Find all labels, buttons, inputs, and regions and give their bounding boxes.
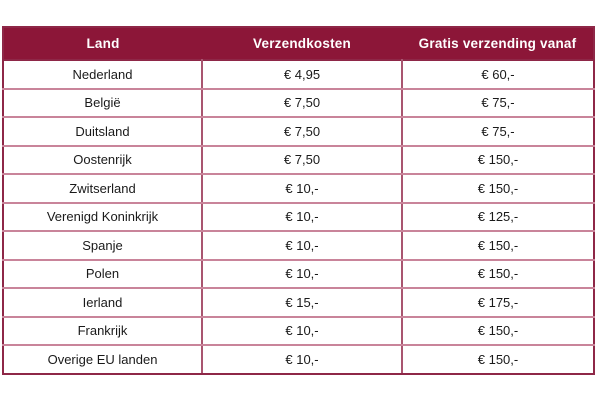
cell-gratis-vanaf: € 150,-	[402, 146, 594, 175]
cell-verzendkosten: € 10,-	[202, 174, 402, 203]
cell-gratis-vanaf: € 150,-	[402, 260, 594, 289]
table-row	[3, 117, 594, 146]
table-row	[3, 146, 594, 175]
cell-land: Ierland	[3, 288, 202, 317]
table-header	[3, 27, 594, 60]
column-header-land: Land	[3, 27, 202, 60]
cell-land: Oostenrijk	[3, 146, 202, 175]
column-header-verzendkosten: Verzendkosten	[202, 27, 402, 60]
cell-gratis-vanaf: € 125,-	[402, 203, 594, 232]
shipping-costs-table	[2, 26, 595, 375]
cell-gratis-vanaf: € 75,-	[402, 117, 594, 146]
cell-verzendkosten: € 7,50	[202, 89, 402, 118]
cell-gratis-vanaf: € 150,-	[402, 174, 594, 203]
table-row	[3, 288, 594, 317]
cell-verzendkosten: € 4,95	[202, 60, 402, 89]
cell-gratis-vanaf: € 150,-	[402, 345, 594, 374]
cell-gratis-vanaf: € 60,-	[402, 60, 594, 89]
cell-land: Zwitserland	[3, 174, 202, 203]
header-row	[3, 27, 594, 60]
cell-verzendkosten: € 7,50	[202, 117, 402, 146]
table-row	[3, 203, 594, 232]
cell-gratis-vanaf: € 150,-	[402, 317, 594, 346]
table-row	[3, 260, 594, 289]
cell-land: Spanje	[3, 231, 202, 260]
cell-verzendkosten: € 15,-	[202, 288, 402, 317]
cell-gratis-vanaf: € 75,-	[402, 89, 594, 118]
table-row	[3, 60, 594, 89]
column-header-gratis-verzending-vanaf: Gratis verzending vanaf	[402, 27, 594, 60]
table-row	[3, 345, 594, 374]
cell-gratis-vanaf: € 150,-	[402, 231, 594, 260]
cell-verzendkosten: € 10,-	[202, 317, 402, 346]
cell-gratis-vanaf: € 175,-	[402, 288, 594, 317]
table-row	[3, 174, 594, 203]
table-body	[3, 60, 594, 374]
cell-land: Nederland	[3, 60, 202, 89]
cell-land: België	[3, 89, 202, 118]
table-row	[3, 317, 594, 346]
cell-verzendkosten: € 10,-	[202, 260, 402, 289]
cell-land: Polen	[3, 260, 202, 289]
cell-land: Verenigd Koninkrijk	[3, 203, 202, 232]
cell-verzendkosten: € 10,-	[202, 231, 402, 260]
cell-land: Frankrijk	[3, 317, 202, 346]
cell-land: Overige EU landen	[3, 345, 202, 374]
cell-verzendkosten: € 10,-	[202, 203, 402, 232]
table-row	[3, 231, 594, 260]
table-row	[3, 89, 594, 118]
cell-land: Duitsland	[3, 117, 202, 146]
cell-verzendkosten: € 7,50	[202, 146, 402, 175]
cell-verzendkosten: € 10,-	[202, 345, 402, 374]
